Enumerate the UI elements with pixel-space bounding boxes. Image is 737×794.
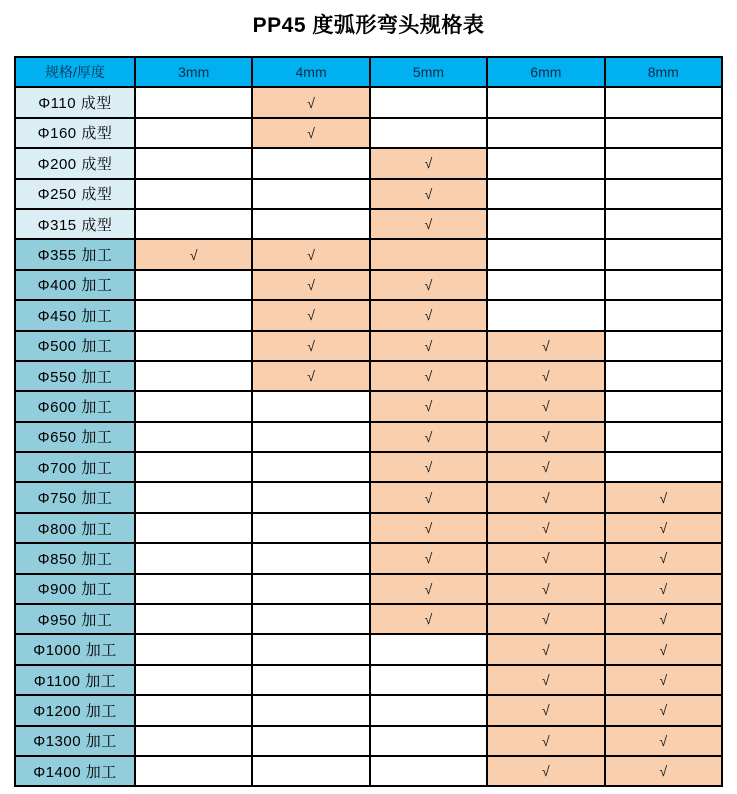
- empty-cell: [605, 118, 722, 148]
- table-row: [15, 482, 722, 512]
- check-cell: √: [605, 574, 722, 604]
- check-cell: √: [370, 482, 487, 512]
- empty-cell: [135, 179, 252, 209]
- row-label-cell: Φ1400 加工: [15, 756, 135, 786]
- empty-cell: [135, 118, 252, 148]
- check-cell: √: [252, 118, 369, 148]
- empty-cell: [605, 87, 722, 117]
- empty-cell: [135, 726, 252, 756]
- row-label-cell: Φ950 加工: [15, 604, 135, 634]
- empty-cell: [605, 452, 722, 482]
- empty-cell: [605, 239, 722, 269]
- empty-cell: [135, 604, 252, 634]
- row-label-cell: Φ700 加工: [15, 452, 135, 482]
- table-row: [15, 148, 722, 178]
- check-cell: √: [252, 87, 369, 117]
- table-row: [15, 331, 722, 361]
- check-cell: √: [605, 513, 722, 543]
- table-row: [15, 391, 722, 421]
- empty-cell: [135, 452, 252, 482]
- empty-cell: [135, 391, 252, 421]
- empty-cell: [370, 665, 487, 695]
- row-label-cell: Φ1200 加工: [15, 695, 135, 725]
- empty-cell: [135, 543, 252, 573]
- check-cell: √: [252, 300, 369, 330]
- column-header: 3mm: [135, 57, 252, 87]
- check-cell: √: [605, 756, 722, 786]
- check-cell: √: [605, 604, 722, 634]
- empty-cell: [252, 391, 369, 421]
- row-label-cell: Φ315 成型: [15, 209, 135, 239]
- empty-cell: [252, 634, 369, 664]
- row-label-cell: Φ110 成型: [15, 87, 135, 117]
- empty-cell: [252, 179, 369, 209]
- empty-cell: [252, 513, 369, 543]
- check-cell: √: [370, 331, 487, 361]
- check-cell: √: [370, 148, 487, 178]
- row-label-cell: Φ600 加工: [15, 391, 135, 421]
- check-cell: √: [487, 422, 604, 452]
- table-row: [15, 726, 722, 756]
- empty-cell: [135, 87, 252, 117]
- column-header: 8mm: [605, 57, 722, 87]
- row-label-cell: Φ1000 加工: [15, 634, 135, 664]
- row-label-cell: Φ800 加工: [15, 513, 135, 543]
- empty-cell: [370, 634, 487, 664]
- check-cell: √: [370, 391, 487, 421]
- table-row: [15, 300, 722, 330]
- row-label-cell: Φ400 加工: [15, 270, 135, 300]
- check-cell: √: [487, 604, 604, 634]
- check-cell: √: [487, 452, 604, 482]
- empty-cell: [605, 422, 722, 452]
- empty-cell: [252, 695, 369, 725]
- empty-cell: [252, 452, 369, 482]
- empty-cell: [252, 574, 369, 604]
- empty-cell: [252, 482, 369, 512]
- empty-cell: [605, 331, 722, 361]
- row-label-cell: Φ750 加工: [15, 482, 135, 512]
- check-cell: √: [252, 239, 369, 269]
- empty-cell: [370, 118, 487, 148]
- empty-cell: [605, 361, 722, 391]
- check-cell: √: [605, 482, 722, 512]
- table-row: [15, 179, 722, 209]
- empty-cell: [252, 756, 369, 786]
- empty-cell: [605, 148, 722, 178]
- column-header: 4mm: [252, 57, 369, 87]
- check-cell: √: [487, 543, 604, 573]
- check-cell: √: [487, 634, 604, 664]
- check-cell: √: [605, 634, 722, 664]
- spec-table: [14, 56, 723, 787]
- row-label-cell: Φ650 加工: [15, 422, 135, 452]
- column-header: 规格/厚度: [15, 57, 135, 87]
- table-row: [15, 239, 722, 269]
- empty-cell: [487, 209, 604, 239]
- check-cell: √: [252, 361, 369, 391]
- check-cell: √: [487, 726, 604, 756]
- table-row: [15, 361, 722, 391]
- empty-cell: [135, 300, 252, 330]
- check-cell: √: [135, 239, 252, 269]
- check-cell: √: [487, 665, 604, 695]
- row-label-cell: Φ355 加工: [15, 239, 135, 269]
- column-header: 5mm: [370, 57, 487, 87]
- check-cell: √: [370, 574, 487, 604]
- check-cell: √: [370, 452, 487, 482]
- table-row: [15, 209, 722, 239]
- row-label-cell: Φ450 加工: [15, 300, 135, 330]
- check-cell: √: [370, 543, 487, 573]
- empty-cell: [135, 634, 252, 664]
- empty-cell: [605, 300, 722, 330]
- table-row: [15, 513, 722, 543]
- shaded-cell: [370, 239, 487, 269]
- table-row: [15, 634, 722, 664]
- check-cell: √: [605, 543, 722, 573]
- row-label-cell: Φ1300 加工: [15, 726, 135, 756]
- check-cell: √: [370, 513, 487, 543]
- row-label-cell: Φ550 加工: [15, 361, 135, 391]
- empty-cell: [370, 87, 487, 117]
- empty-cell: [135, 574, 252, 604]
- check-cell: √: [487, 482, 604, 512]
- check-cell: √: [487, 695, 604, 725]
- table-row: [15, 574, 722, 604]
- row-label-cell: Φ900 加工: [15, 574, 135, 604]
- row-label-cell: Φ500 加工: [15, 331, 135, 361]
- table-row: [15, 665, 722, 695]
- empty-cell: [135, 665, 252, 695]
- table-row: [15, 452, 722, 482]
- empty-cell: [487, 270, 604, 300]
- check-cell: √: [605, 726, 722, 756]
- empty-cell: [252, 209, 369, 239]
- check-cell: √: [252, 331, 369, 361]
- empty-cell: [135, 513, 252, 543]
- table-row: [15, 543, 722, 573]
- check-cell: √: [370, 209, 487, 239]
- empty-cell: [252, 422, 369, 452]
- check-cell: √: [370, 422, 487, 452]
- empty-cell: [252, 148, 369, 178]
- empty-cell: [487, 148, 604, 178]
- check-cell: √: [487, 574, 604, 604]
- empty-cell: [605, 179, 722, 209]
- empty-cell: [252, 726, 369, 756]
- check-cell: √: [605, 695, 722, 725]
- empty-cell: [135, 756, 252, 786]
- table-row: [15, 422, 722, 452]
- check-cell: √: [605, 665, 722, 695]
- empty-cell: [370, 695, 487, 725]
- empty-cell: [135, 270, 252, 300]
- table-row: [15, 695, 722, 725]
- empty-cell: [135, 695, 252, 725]
- empty-cell: [487, 179, 604, 209]
- row-label-cell: Φ200 成型: [15, 148, 135, 178]
- table-row: [15, 756, 722, 786]
- table-row: [15, 118, 722, 148]
- check-cell: √: [370, 604, 487, 634]
- row-label-cell: Φ850 加工: [15, 543, 135, 573]
- table-row: [15, 270, 722, 300]
- empty-cell: [487, 118, 604, 148]
- row-label-cell: Φ160 成型: [15, 118, 135, 148]
- empty-cell: [370, 726, 487, 756]
- check-cell: √: [487, 361, 604, 391]
- empty-cell: [135, 331, 252, 361]
- table-row: [15, 87, 722, 117]
- check-cell: √: [370, 270, 487, 300]
- empty-cell: [252, 604, 369, 634]
- empty-cell: [252, 665, 369, 695]
- empty-cell: [135, 209, 252, 239]
- empty-cell: [252, 543, 369, 573]
- check-cell: √: [370, 300, 487, 330]
- table-row: [15, 604, 722, 634]
- empty-cell: [135, 482, 252, 512]
- empty-cell: [135, 422, 252, 452]
- check-cell: √: [252, 270, 369, 300]
- empty-cell: [370, 756, 487, 786]
- row-label-cell: Φ250 成型: [15, 179, 135, 209]
- empty-cell: [487, 87, 604, 117]
- check-cell: √: [487, 756, 604, 786]
- empty-cell: [487, 300, 604, 330]
- header-row: [15, 57, 722, 87]
- check-cell: √: [370, 361, 487, 391]
- empty-cell: [487, 239, 604, 269]
- row-label-cell: Φ1100 加工: [15, 665, 135, 695]
- column-header: 6mm: [487, 57, 604, 87]
- table-body: [15, 87, 722, 786]
- page-title: PP45 度弧形弯头规格表: [252, 14, 485, 37]
- check-cell: √: [370, 179, 487, 209]
- check-cell: √: [487, 331, 604, 361]
- empty-cell: [605, 270, 722, 300]
- empty-cell: [605, 391, 722, 421]
- empty-cell: [135, 361, 252, 391]
- check-cell: √: [487, 513, 604, 543]
- empty-cell: [605, 209, 722, 239]
- check-cell: √: [487, 391, 604, 421]
- empty-cell: [135, 148, 252, 178]
